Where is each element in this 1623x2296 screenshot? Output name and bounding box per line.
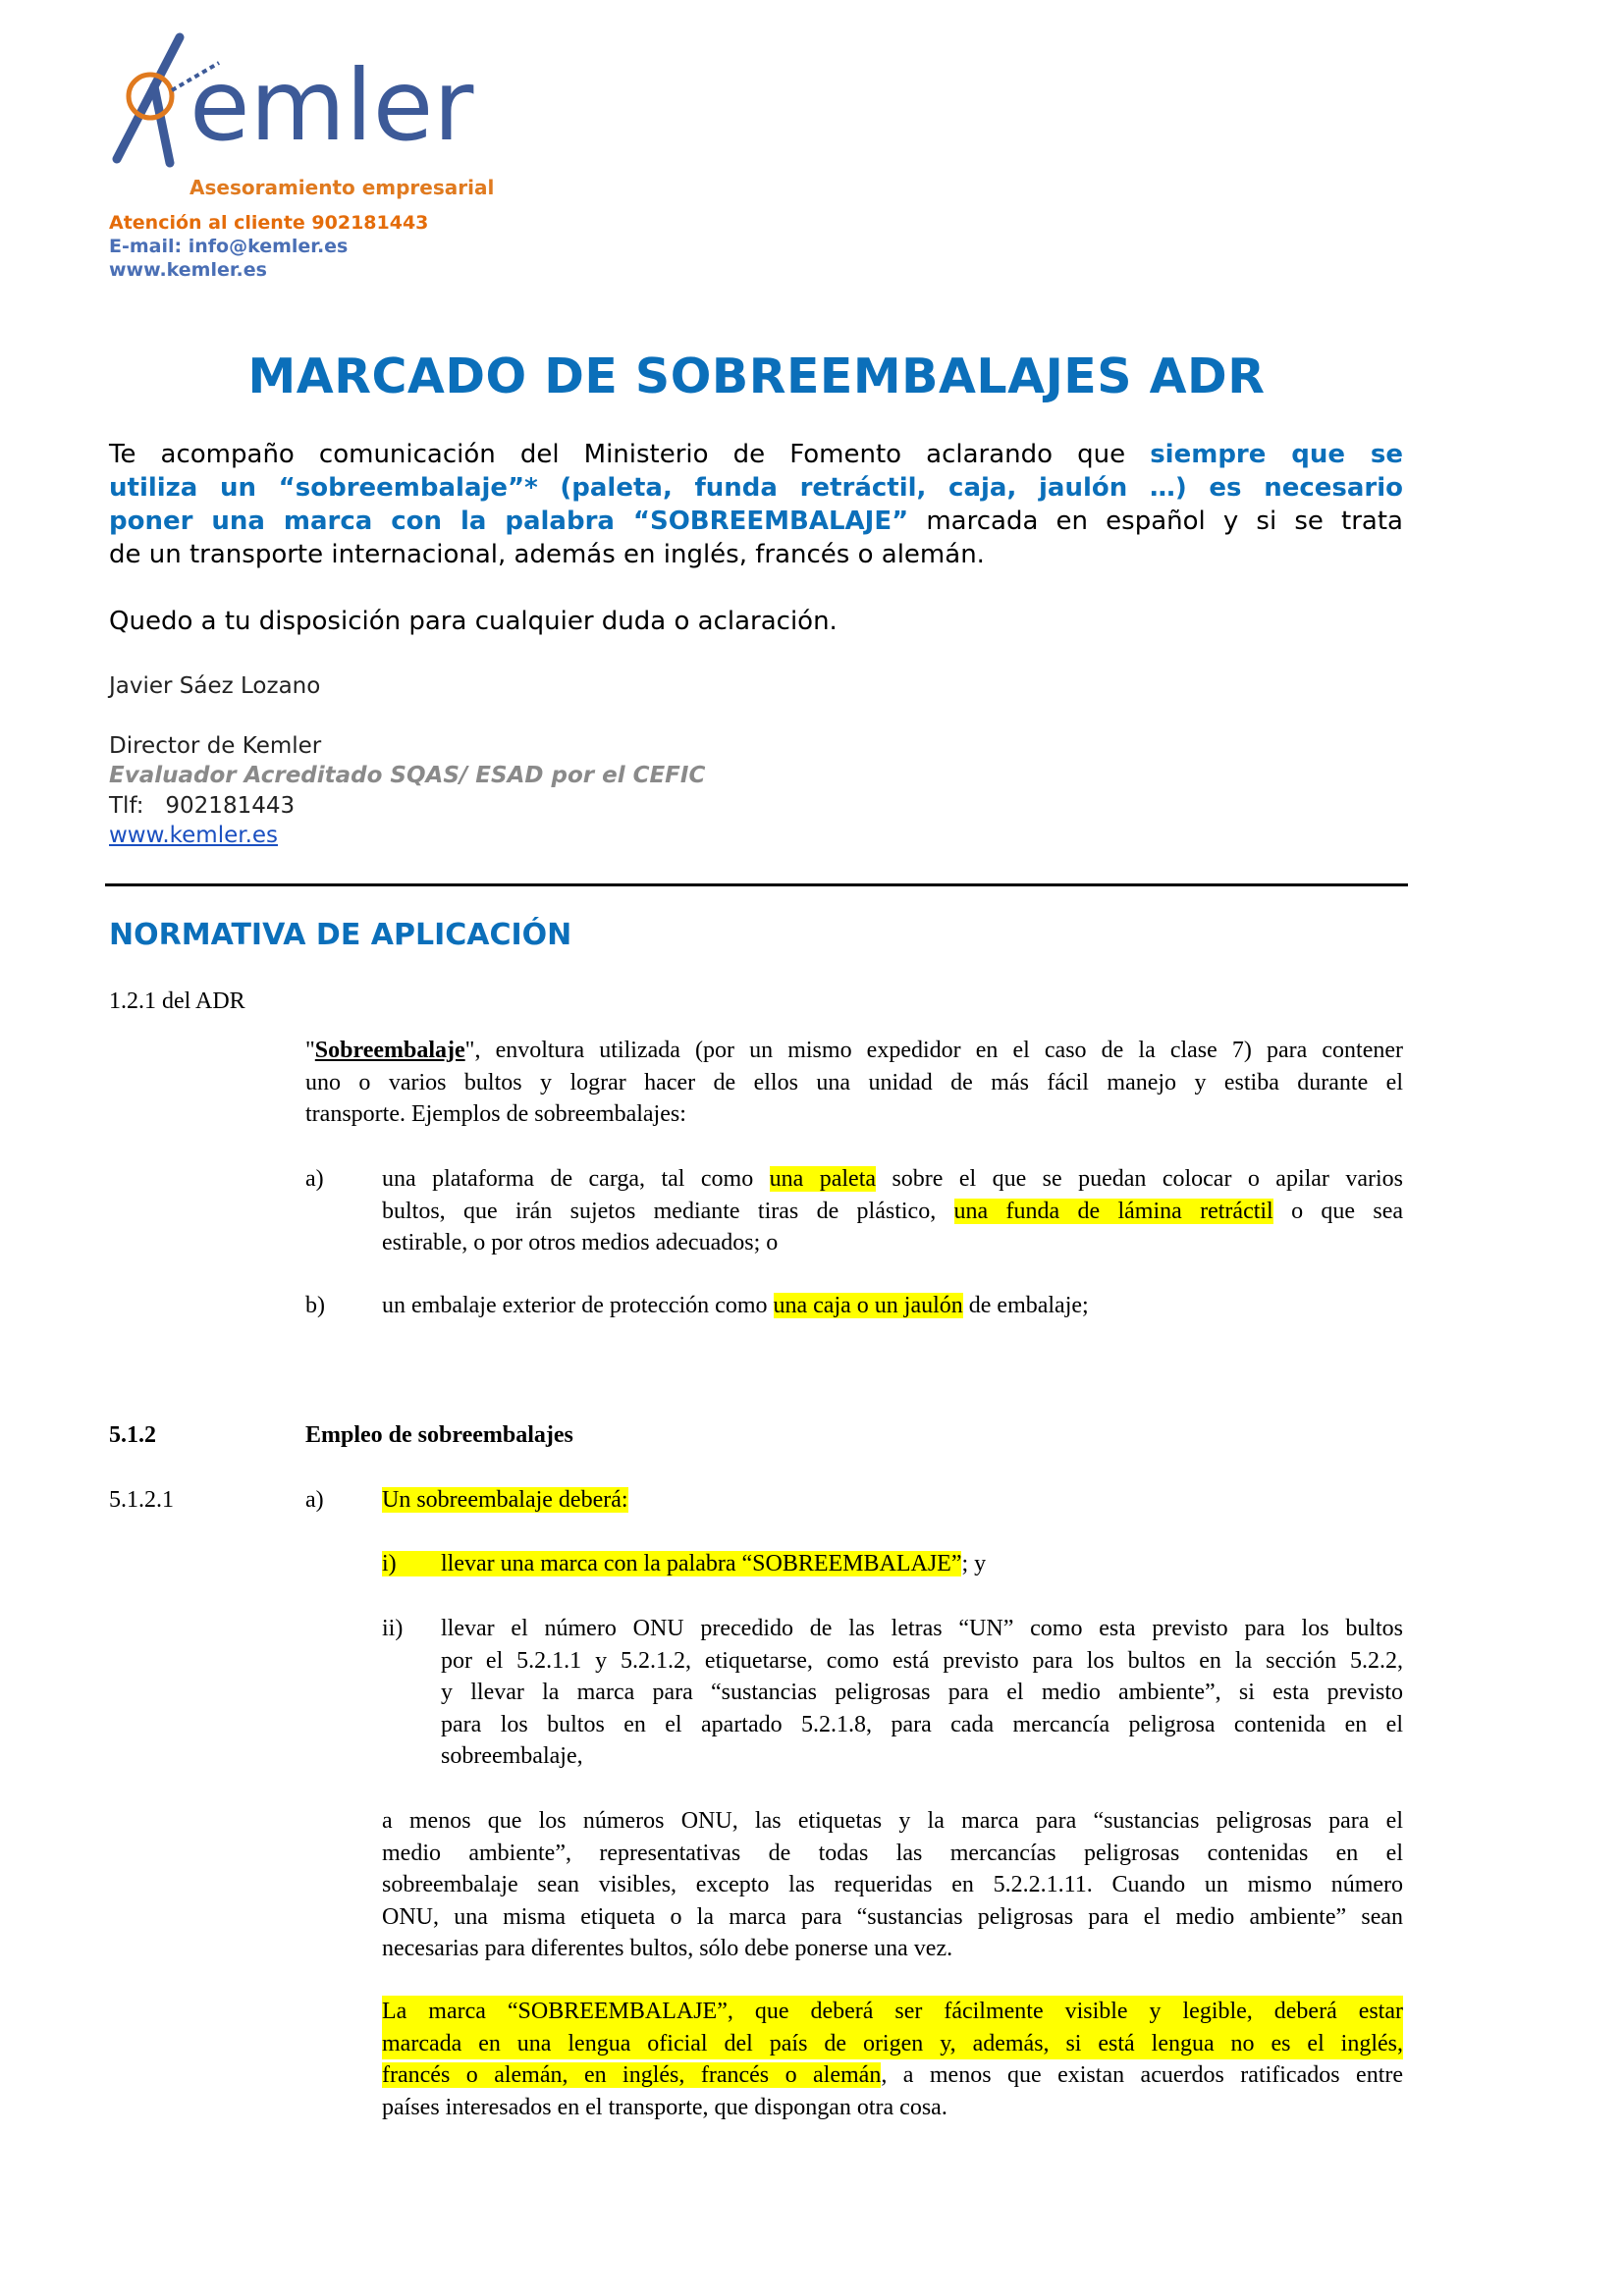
closing-line: Quedo a tu disposición para cualquier duda o aclaración. [109,607,838,636]
item-text: una plataforma de carga, tal como [382,1166,770,1192]
exception-paragraph [382,1805,1403,1965]
marking-paragraph [382,1996,1403,2123]
subsection-label: a) [305,1487,324,1513]
item-b-label: b) [305,1293,325,1318]
definition-paragraph [305,1035,1403,1131]
item-a-label: a) [305,1166,324,1192]
document-title: MARCADO DE SOBREEMBALAJES ADR [247,348,1266,404]
highlight: marcada en una lengua oficial del país de origen y, además, si está lengua no es el inglés, [382,2028,1403,2060]
item-text: sobreembalaje, [441,1743,583,1769]
highlight: La marca “SOBREEMBALAJE”, que deberá ser fácilmente visible y legible, deberá estar [382,1996,1403,2028]
item-text: y llevar la marca para “sustancias peligrosas para el medio ambiente”, si esta previsto [441,1680,1403,1705]
intro-emphasis: siempre que se [1150,440,1403,469]
highlight: francés o alemán, en inglés, francés o alemán [382,2062,882,2088]
item-text: de embalaje; [962,1293,1089,1318]
signature-role: Director de Kemler [109,733,322,759]
item-b-text [382,1290,1089,1322]
paragraph-text: medio ambiente”, representativas de todas las mercancías peligrosas contenidas en el [382,1840,1403,1866]
item-text: llevar el número ONU precedido de las letras “UN” como esta previsto para los bultos [441,1616,1403,1641]
definition-text: uno o varios bultos y lograr hacer de ellos una unidad de más fácil manejo y estiba durante el [305,1069,1403,1095]
highlight: una funda de lámina retráctil [953,1198,1273,1224]
signature-phone [109,791,295,822]
item-text: un embalaje exterior de protección como [382,1293,774,1318]
item-text: por el 5.2.1.1 y 5.2.1.2, etiquetarse, como está previsto para los bultos en la sección 5.2.2, [441,1647,1403,1674]
highlight: Un sobreembalaje deberá: [382,1487,628,1513]
quote: " [305,1038,315,1063]
signature-name: Javier Sáez Lozano [109,673,321,699]
item-text: estirable, o por otros medios adecuados; o [382,1230,779,1255]
intro-emphasis: poner una marca con la palabra “SOBREEMBALAJE” [109,507,909,536]
intro-text: Te acompaño comunicación del Ministerio de Fomento aclarando que [109,440,1151,469]
section-number: 5.1.2 [109,1422,156,1448]
section-heading: NORMATIVA DE APLICACIÓN [109,918,572,952]
item-text: sobre el que se puedan colocar o apilar varios [876,1166,1404,1192]
paragraph-text: países interesados en el transporte, que dispongan otra cosa. [382,2094,947,2120]
intro-paragraph [109,438,1403,571]
item-a-text [382,1163,1403,1259]
signature-website-link[interactable]: www.kemler.es [109,823,279,848]
section-title: Empleo de sobreembalajes [305,1422,573,1448]
subsection-text [382,1484,628,1517]
contact-website[interactable]: www.kemler.es [109,259,267,281]
item-ii-text [441,1613,1403,1773]
highlight: una paleta [769,1166,877,1192]
item-i-text: llevar una marca con la palabra “SOBREEMBALAJE” [441,1551,962,1576]
intro-text: de un transporte internacional, además en inglés, francés o alemán. [109,540,985,569]
paragraph-text: a menos que los números ONU, las etiquetas y la marca para “sustancias peligrosas para el [382,1808,1403,1834]
item-i-tail: ; y [961,1551,987,1576]
divider [105,883,1408,886]
paragraph-text: sobreembalaje sean visibles, excepto las requeridas en 5.2.2.1.11. Cuando un mismo número [382,1872,1403,1897]
intro-emphasis: utiliza un “sobreembalaje”* (paleta, funda retráctil, caja, jaulón …) es necesario [109,473,1403,503]
paragraph-text: , a menos que existan acuerdos ratificados entre [881,2062,1403,2088]
customer-service-phone: Atención al cliente 902181443 [109,212,429,234]
adr-reference: 1.2.1 del ADR [109,988,245,1014]
highlight: una caja o un jaulón [773,1293,963,1318]
paragraph-text: necesarias para diferentes bultos, sólo debe ponerse una vez. [382,1936,953,1961]
intro-text: marcada en español y si se trata [908,507,1403,536]
kemler-logo [103,29,555,204]
paragraph-text: ONU, una misma etiqueta o la marca para “sustancias peligrosas para el medio ambiente” sean [382,1903,1403,1930]
item-ii-label: ii) [382,1616,404,1641]
svg-text:Asesoramiento empresarial: Asesoramiento empresarial [189,176,495,199]
item-text: o que sea [1272,1198,1404,1224]
item-text: bultos, que irán sujetos mediante tiras de plástico, [382,1198,954,1224]
highlight [382,1551,961,1576]
phone-label: Tlf: [109,793,144,819]
contact-email[interactable]: E-mail: info@kemler.es [109,236,349,257]
item-text: para los bultos en el apartado 5.2.1.8, para cada mercancía peligrosa contenida en el [441,1711,1403,1737]
subsection-number: 5.1.2.1 [109,1487,174,1513]
definition-text: ", envoltura utilizada (por un mismo expedidor en el caso de la clase 7) para contener [464,1038,1403,1063]
defined-term: Sobreembalaje [314,1038,465,1063]
definition-text: transporte. Ejemplos de sobreembalajes: [305,1101,686,1127]
svg-text:emler: emler [189,48,474,163]
item-i-label: i) [382,1551,397,1576]
item-i [382,1548,986,1580]
signature-credential: Evaluador Acreditado SQAS/ ESAD por el CEFIC [109,763,706,788]
phone-number: 902181443 [165,793,296,819]
